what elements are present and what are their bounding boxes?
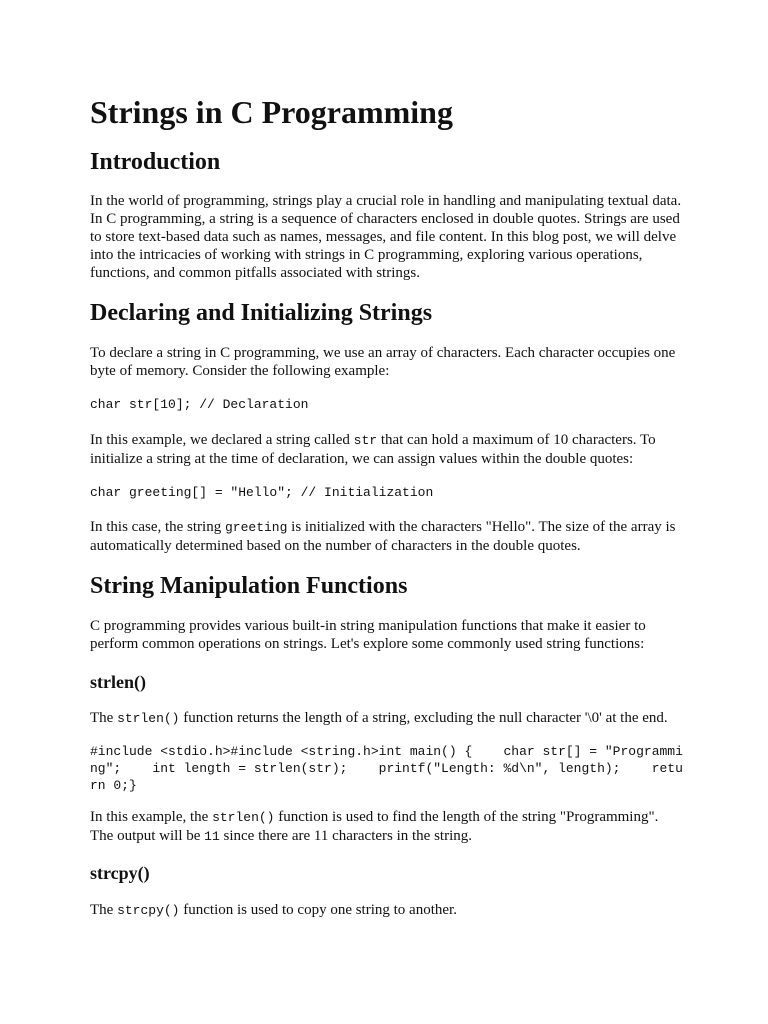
declaring-paragraph-3 (90, 518, 682, 555)
strcpy-heading: strcpy() (90, 863, 150, 883)
text-segment: since there are 11 characters in the string. (219, 828, 473, 844)
manipulation-heading: String Manipulation Functions (90, 573, 408, 599)
inline-code-11: 11 (204, 829, 220, 844)
declaring-paragraph-2 (90, 431, 682, 468)
strlen-paragraph-2 (90, 808, 682, 846)
text-segment: The (90, 902, 118, 918)
initialization-code-block: char greeting[] = "Hello"; // Initialization (90, 485, 434, 500)
declaration-code-block: char str[10]; // Declaration (90, 397, 309, 412)
strcpy-paragraph (90, 901, 682, 920)
inline-code-str: str (353, 433, 378, 448)
declaring-heading: Declaring and Initializing Strings (90, 300, 433, 326)
manipulation-paragraph: C programming provides various built-in string manipulation functions that make it easier to perform common operations on strings. Let's explore some commonly used string functions: (90, 618, 646, 652)
inline-code-strcpy: strcpy() (117, 903, 180, 918)
text-segment: The (90, 710, 118, 726)
intro-paragraph: In the world of programming, strings play a crucial role in handling and manipulating textual data. In C programming, a string is a sequence of characters enclosed in double quotes. Strings are used to store text-based data such as names, messages, and file content. In this blog post, we will delve into the intricacies of working with strings in C programming, exploring various operations, functions, and common pitfalls associated with strings. (90, 193, 682, 281)
page-title: Strings in C Programming (90, 94, 453, 130)
text-segment: that can hold a maximum of 10 characters. To initialize a string at the time of declaration, we can assign values within the double quotes: (90, 432, 656, 467)
text-segment: In this example, we declared a string called (90, 432, 354, 448)
text-segment: is initialized with the characters "Hello". The size of the array is automatically determined based on the number of characters in the double quotes. (90, 519, 676, 554)
intro-heading: Introduction (90, 149, 221, 175)
text-segment: In this example, the (90, 809, 213, 825)
text-segment: function returns the length of a string, excluding the null character '\0' at the end. (179, 710, 668, 726)
inline-code-greeting: greeting (224, 520, 288, 535)
text-segment: In this case, the string (90, 519, 225, 535)
strlen-paragraph-1 (90, 709, 682, 728)
strlen-code-block: #include <stdio.h>#include <string.h>int main() { char str[] = "Programming"; int length = strlen(str); printf("Length: %d\n", length); return 0;} (90, 744, 683, 793)
inline-code-strlen: strlen() (212, 810, 275, 825)
strlen-heading: strlen() (90, 672, 146, 692)
inline-code-strlen: strlen() (117, 711, 180, 726)
text-segment: function is used to find the length of the string "Programming". The output will be (90, 809, 659, 844)
declaring-paragraph-1: To declare a string in C programming, we use an array of characters. Each character occupies one byte of memory. Consider the following example: (90, 345, 676, 379)
text-segment: function is used to copy one string to another. (179, 902, 457, 918)
